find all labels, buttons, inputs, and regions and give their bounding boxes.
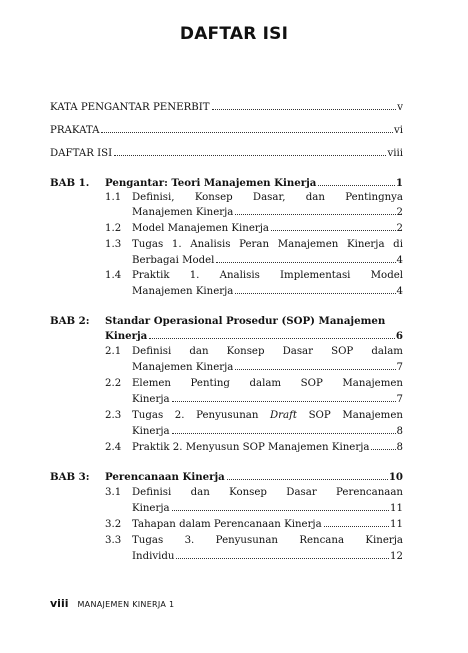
toc-page: 4 xyxy=(396,286,403,297)
word: Kinerja xyxy=(365,535,403,546)
word: Definisi xyxy=(132,487,172,498)
dot-leader xyxy=(235,214,395,215)
toc-page: 7 xyxy=(396,394,403,405)
toc-section-1-3[interactable] xyxy=(132,255,403,266)
word: Tugas xyxy=(132,410,164,421)
section-title-line[interactable] xyxy=(132,346,403,357)
toc-label: Manajemen Kinerja xyxy=(132,286,234,297)
section-number: 1.1 xyxy=(105,192,122,203)
word: Konsep xyxy=(229,487,267,498)
section-number: 2.3 xyxy=(105,410,122,421)
word: 2. xyxy=(174,410,185,421)
dot-leader xyxy=(235,369,395,370)
dot-leader xyxy=(216,262,395,263)
section-title-line[interactable] xyxy=(132,270,403,281)
toc-label: Kinerja xyxy=(132,503,170,514)
toc-page: 11 xyxy=(390,503,403,514)
dot-leader xyxy=(101,132,393,133)
toc-label: KATA PENGANTAR PENERBIT xyxy=(50,102,210,113)
word: SOP xyxy=(331,346,354,357)
dot-leader xyxy=(324,526,389,527)
toc-label: Model Manajemen Kinerja xyxy=(132,223,269,234)
word: dan xyxy=(189,346,209,357)
word: dan xyxy=(190,487,210,498)
word: dalam xyxy=(371,346,403,357)
toc-section-3-3[interactable] xyxy=(132,551,403,562)
section-title-line[interactable] xyxy=(132,410,403,421)
word: dalam xyxy=(249,378,282,389)
toc-section-2-4[interactable] xyxy=(132,442,403,453)
toc-page: 1 xyxy=(395,177,403,189)
dot-leader xyxy=(149,338,395,339)
word: dan xyxy=(305,192,325,203)
chapter-title: Perencanaan Kinerja xyxy=(105,471,225,483)
dot-leader xyxy=(114,155,386,156)
toc-page: 7 xyxy=(396,362,403,373)
word: Draft xyxy=(270,410,297,421)
page-title: DAFTAR ISI xyxy=(179,24,289,44)
section-number: 1.3 xyxy=(105,239,122,250)
section-number: 1.4 xyxy=(105,270,122,281)
word: SOP xyxy=(300,378,323,389)
chapter-number: BAB 3: xyxy=(50,471,90,483)
word: Kinerja xyxy=(346,239,385,250)
toc-entry-prakata[interactable] xyxy=(50,125,403,136)
page-footer xyxy=(50,597,174,610)
toc-label: PRAKATA xyxy=(50,125,100,136)
toc-chapter-2[interactable] xyxy=(105,330,403,342)
toc-label: Tahapan dalam Perencanaan Kinerja xyxy=(132,519,322,530)
toc-page: 2 xyxy=(396,207,403,218)
section-title-line[interactable] xyxy=(132,192,403,203)
toc-entry-daftar-isi[interactable] xyxy=(50,148,403,159)
dot-leader xyxy=(172,433,396,434)
dot-leader xyxy=(318,185,395,186)
toc-section-2-1[interactable] xyxy=(132,362,403,373)
word: Perencanaan xyxy=(336,487,403,498)
toc-page: 8 xyxy=(396,426,403,437)
toc-chapter-1[interactable] xyxy=(105,177,403,189)
toc-page: 12 xyxy=(390,551,403,562)
toc-label: DAFTAR ISI xyxy=(50,148,113,159)
word: Tugas xyxy=(132,535,164,546)
chapter-title: Pengantar: Teori Manajemen Kinerja xyxy=(105,177,317,189)
chapter-number: BAB 2: xyxy=(50,315,90,327)
word: Analisis xyxy=(190,239,231,250)
toc-page: vi xyxy=(393,125,403,136)
toc-page: 6 xyxy=(395,330,403,342)
page-number: viii xyxy=(50,597,69,610)
word: Dasar xyxy=(286,487,317,498)
word: Penyusunan xyxy=(196,410,259,421)
word: Analisis xyxy=(219,270,260,281)
word: 1. xyxy=(189,270,200,281)
dot-leader xyxy=(371,449,395,450)
section-title-line[interactable] xyxy=(132,535,403,546)
toc-page: 10 xyxy=(388,471,403,483)
word: Rencana xyxy=(299,535,345,546)
word: Penyusunan xyxy=(215,535,278,546)
word: Dasar xyxy=(282,346,313,357)
word: Manajemen xyxy=(277,239,339,250)
section-number: 2.4 xyxy=(105,442,122,453)
toc-label: Manajemen Kinerja xyxy=(132,207,234,218)
toc-section-2-2[interactable] xyxy=(132,394,403,405)
word: Penting xyxy=(190,378,230,389)
word: Definisi xyxy=(132,346,172,357)
toc-label: Individu xyxy=(132,551,175,562)
toc-section-1-1[interactable] xyxy=(132,207,403,218)
toc-section-1-4[interactable] xyxy=(132,286,403,297)
word: Implementasi xyxy=(280,270,351,281)
toc-page: viii xyxy=(387,148,403,159)
section-title-line[interactable] xyxy=(132,378,403,389)
toc-entry-kata-pengantar[interactable] xyxy=(50,102,403,113)
section-number: 2.1 xyxy=(105,346,122,357)
dot-leader xyxy=(172,510,389,511)
word: di xyxy=(393,239,403,250)
word: Model xyxy=(370,270,403,281)
word: 3. xyxy=(184,535,195,546)
word: Tugas xyxy=(132,239,164,250)
word: Dasar, xyxy=(252,192,286,203)
toc-page: 2 xyxy=(396,223,403,234)
toc-section-1-2[interactable] xyxy=(132,223,403,234)
section-number: 3.2 xyxy=(105,519,122,530)
dot-leader xyxy=(227,479,388,480)
running-title: MANAJEMEN KINERJA 1 xyxy=(77,600,175,609)
word: Praktik xyxy=(132,270,170,281)
word: Pentingnya xyxy=(345,192,403,203)
toc-section-3-1[interactable] xyxy=(132,503,403,514)
toc-label: Kinerja xyxy=(132,426,170,437)
toc-page: 4 xyxy=(396,255,403,266)
toc-page: 11 xyxy=(390,519,403,530)
section-number: 3.3 xyxy=(105,535,122,546)
section-number: 2.2 xyxy=(105,378,122,389)
toc-page: v xyxy=(397,102,403,113)
section-title-line[interactable] xyxy=(132,239,403,250)
section-title-line[interactable] xyxy=(132,487,403,498)
dot-leader xyxy=(172,401,396,402)
dot-leader xyxy=(271,230,396,231)
toc-chapter-3[interactable] xyxy=(105,471,403,483)
toc-label: Manajemen Kinerja xyxy=(132,362,234,373)
section-number: 3.1 xyxy=(105,487,122,498)
chapter-number: BAB 1. xyxy=(50,177,90,189)
word: Elemen xyxy=(132,378,171,389)
dot-leader xyxy=(212,109,397,110)
word: Peran xyxy=(239,239,270,250)
dot-leader xyxy=(176,558,389,559)
section-number: 1.2 xyxy=(105,223,122,234)
toc-section-2-3[interactable] xyxy=(132,426,403,437)
word: Manajemen xyxy=(342,410,403,421)
dot-leader xyxy=(235,293,395,294)
toc-label: Berbagai Model xyxy=(132,255,215,266)
word: Konsep xyxy=(194,192,233,203)
toc-label: Kinerja xyxy=(132,394,170,405)
chapter-title: Kinerja xyxy=(105,330,148,342)
word: Definisi, xyxy=(132,192,175,203)
word: Manajemen xyxy=(342,378,403,389)
word: 1. xyxy=(171,239,182,250)
toc-page: 8 xyxy=(396,442,403,453)
word: SOP xyxy=(308,410,331,421)
toc-label: Praktik 2. Menyusun SOP Manajemen Kinerja xyxy=(132,442,370,453)
word: Konsep xyxy=(226,346,265,357)
toc-section-3-2[interactable] xyxy=(132,519,403,530)
chapter-title[interactable]: Standar Operasional Prosedur (SOP) Manajemen xyxy=(105,315,386,327)
